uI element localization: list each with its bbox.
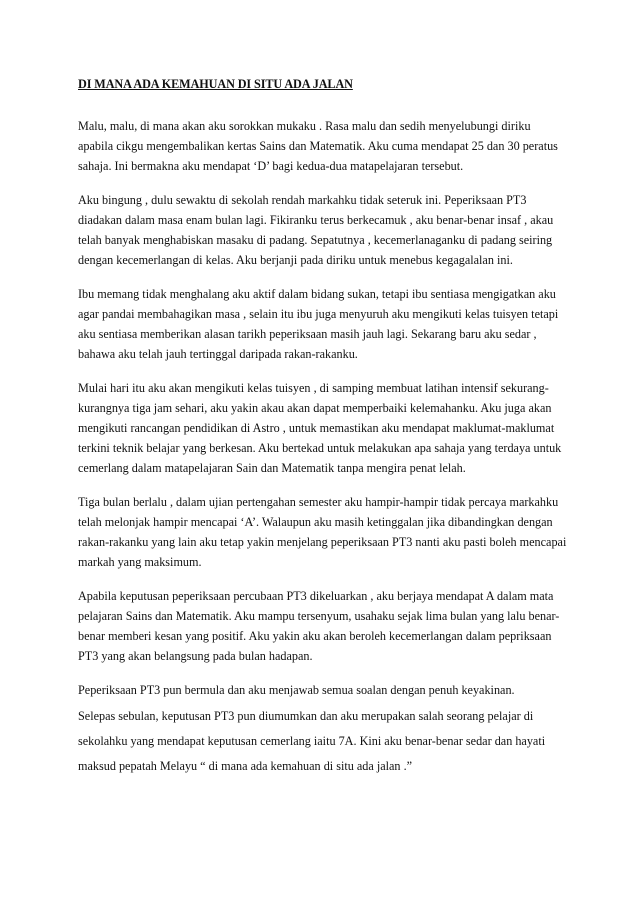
document-body — [78, 74, 568, 793]
paragraph-1: Malu, malu, di mana akan aku sorokkan mukaku . Rasa malu dan sedih menyelubungi diriku apabila cikgu mengembalikan kertas Sains dan Matematik. Aku cuma mendapat 25 dan 30 peratus sahaja. Ini bermakna aku mendapat ‘D’ bagi kedua-dua matapelajaran tersebut. — [78, 119, 558, 173]
paragraph-7: Peperiksaan PT3 pun bermula dan aku menjawab semua soalan dengan penuh keyakinan. — [78, 683, 515, 697]
paragraph-5: Tiga bulan berlalu , dalam ujian pertengahan semester aku hampir-hampir tidak percaya markahku telah melonjak hampir mencapai ‘A’. Walaupun aku masih ketinggalan jika dibandingkan dengan rakan-rakanku yang lain aku tetap yakin menjelang peperiksaan PT3 nanti aku pasti boleh mencapai markah yang maksimum. — [78, 495, 567, 569]
document-title: DI MANA ADA KEMAHUAN DI SITU ADA JALAN — [78, 77, 353, 91]
paragraph-4: Mulai hari itu aku akan mengikuti kelas tuisyen , di samping membuat latihan intensif sekurang-kurangnya tiga jam sehari, aku yakin akau akan dapat memperbaiki kelemahanku. Aku juga akan mengikuti rancangan pendidikan di Astro , untuk memastikan aku mendapat maklumat-maklumat terkini teknik belajar yang berkesan. Aku bertekad untuk melakukan apa sahaja yang terdaya untuk cemerlang dalam matapelajaran Sain dan Matematik tanpa mengira penat lelah. — [78, 381, 562, 475]
paragraph-6: Apabila keputusan peperiksaan percubaan PT3 dikeluarkan , aku berjaya mendapat A dalam mata pelajaran Sains dan Matematik. Aku mampu tersenyum, usahaku sejak lima bulan yang lalu benar-benar memberi kesan yang positif. Aku yakin aku akan beroleh kecemerlangan dalam pepriksaan PT3 yang akan belangsung pada bulan hadapan. — [78, 589, 560, 663]
paragraph-3: Ibu memang tidak menghalang aku aktif dalam bidang sukan, tetapi ibu sentiasa mengigatkan aku agar pandai membahagikan masa , selain itu ibu juga menyuruh aku mengikuti kelas tuisyen tetapi aku sentiasa memberikan alasan tarikh peperiksaan masih jauh lagi. Sekarang baru aku sedar , bahawa aku telah jauh tertinggal daripada rakan-rakanku. — [78, 287, 559, 361]
paragraph-2: Aku bingung , dulu sewaktu di sekolah rendah markahku tidak seteruk ini. Peperiksaan PT3 diadakan dalam masa enam bulan lagi. Fikiranku terus berkecamuk , aku benar-benar insaf , akau telah banyak menghabiskan masaku di padang. Sepatutnya , kecemerlanaganku di padang seiring dengan kecemerlangan di kelas. Aku berjanji pada diriku untuk menebus kegagalalan ini. — [78, 193, 554, 267]
paragraph-8: Selepas sebulan, keputusan PT3 pun diumumkan dan aku merupakan salah seorang pelajar di sekolahku yang mendapat keputusan cemerlang iaitu 7A. Kini aku benar-benar sedar dan hayati maksud pepatah Melayu “ di mana ada kemahuan di situ ada jalan .” — [78, 709, 546, 773]
